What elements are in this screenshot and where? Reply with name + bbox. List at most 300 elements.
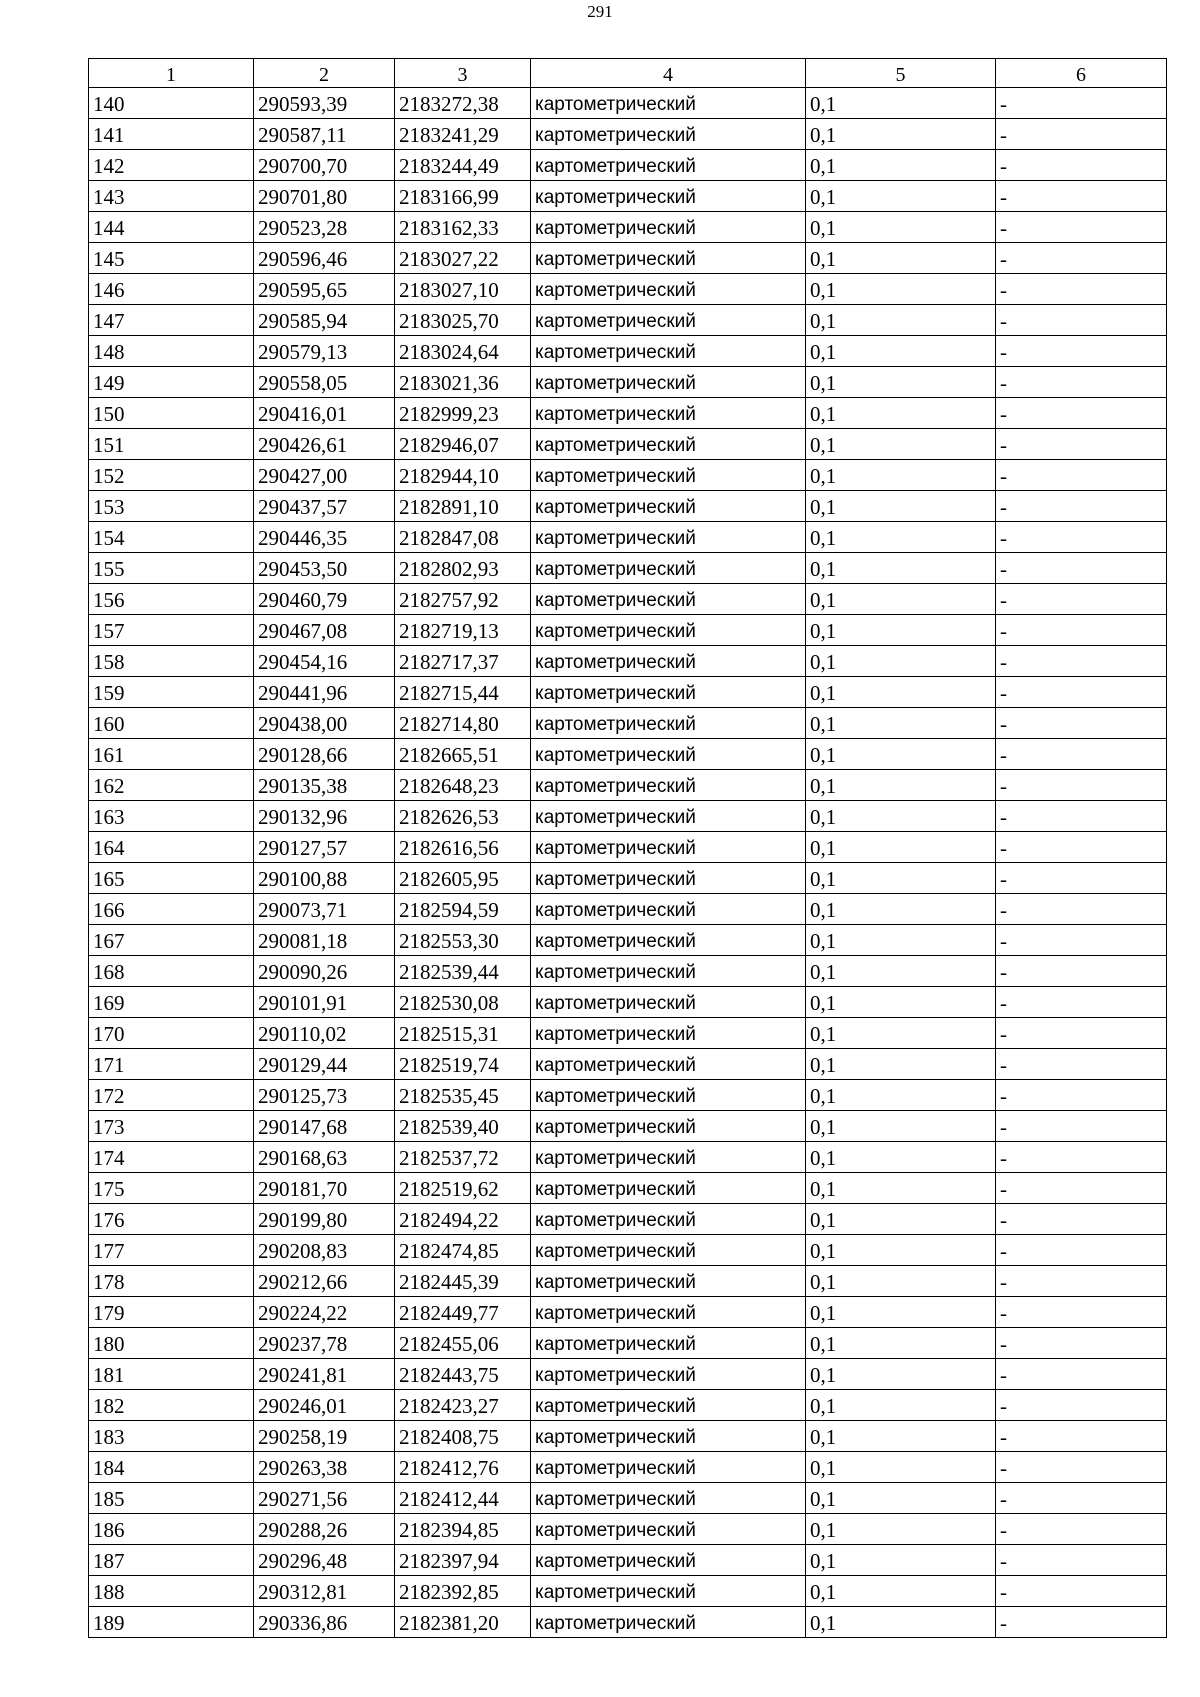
header-cell-1: 1 (89, 59, 254, 88)
note-cell: - (996, 88, 1167, 119)
method-cell: картометрический (531, 181, 806, 212)
table-row (89, 522, 1167, 553)
accuracy-cell: 0,1 (806, 88, 996, 119)
accuracy-cell: 0,1 (806, 119, 996, 150)
method-cell: картометрический (531, 553, 806, 584)
x-coordinate-cell: 290336,86 (254, 1607, 395, 1638)
method-cell: картометрический (531, 1576, 806, 1607)
x-coordinate-cell: 290587,11 (254, 119, 395, 150)
point-number-cell: 170 (89, 1018, 254, 1049)
accuracy-cell: 0,1 (806, 615, 996, 646)
point-number-cell: 169 (89, 987, 254, 1018)
method-cell: картометрический (531, 1142, 806, 1173)
y-coordinate-cell: 2182605,95 (395, 863, 531, 894)
x-coordinate-cell: 290263,38 (254, 1452, 395, 1483)
method-cell: картометрический (531, 88, 806, 119)
point-number-cell: 182 (89, 1390, 254, 1421)
accuracy-cell: 0,1 (806, 1607, 996, 1638)
x-coordinate-cell: 290288,26 (254, 1514, 395, 1545)
y-coordinate-cell: 2182539,44 (395, 956, 531, 987)
method-cell: картометрический (531, 1421, 806, 1452)
x-coordinate-cell: 290596,46 (254, 243, 395, 274)
method-cell: картометрический (531, 429, 806, 460)
x-coordinate-cell: 290081,18 (254, 925, 395, 956)
y-coordinate-cell: 2182455,06 (395, 1328, 531, 1359)
y-coordinate-cell: 2183024,64 (395, 336, 531, 367)
accuracy-cell: 0,1 (806, 522, 996, 553)
note-cell: - (996, 987, 1167, 1018)
table-row (89, 1173, 1167, 1204)
accuracy-cell: 0,1 (806, 1452, 996, 1483)
method-cell: картометрический (531, 1297, 806, 1328)
point-number-cell: 180 (89, 1328, 254, 1359)
y-coordinate-cell: 2182648,23 (395, 770, 531, 801)
table-row (89, 1576, 1167, 1607)
method-cell: картометрический (531, 1514, 806, 1545)
point-number-cell: 160 (89, 708, 254, 739)
accuracy-cell: 0,1 (806, 1173, 996, 1204)
y-coordinate-cell: 2182847,08 (395, 522, 531, 553)
table-header-row (89, 59, 1167, 88)
y-coordinate-cell: 2182412,44 (395, 1483, 531, 1514)
method-cell: картометрический (531, 460, 806, 491)
x-coordinate-cell: 290125,73 (254, 1080, 395, 1111)
method-cell: картометрический (531, 150, 806, 181)
table-row (89, 863, 1167, 894)
note-cell: - (996, 1204, 1167, 1235)
page-number: 291 (587, 2, 613, 21)
table-row (89, 429, 1167, 460)
method-cell: картометрический (531, 770, 806, 801)
x-coordinate-cell: 290700,70 (254, 150, 395, 181)
y-coordinate-cell: 2182397,94 (395, 1545, 531, 1576)
method-cell: картометрический (531, 584, 806, 615)
y-coordinate-cell: 2183162,33 (395, 212, 531, 243)
method-cell: картометрический (531, 1204, 806, 1235)
table-row (89, 1297, 1167, 1328)
y-coordinate-cell: 2183241,29 (395, 119, 531, 150)
table-row (89, 398, 1167, 429)
y-coordinate-cell: 2182946,07 (395, 429, 531, 460)
note-cell: - (996, 770, 1167, 801)
x-coordinate-cell: 290241,81 (254, 1359, 395, 1390)
table-row (89, 1235, 1167, 1266)
method-cell: картометрический (531, 398, 806, 429)
accuracy-cell: 0,1 (806, 1142, 996, 1173)
table-row (89, 243, 1167, 274)
note-cell: - (996, 1514, 1167, 1545)
x-coordinate-cell: 290128,66 (254, 739, 395, 770)
method-cell: картометрический (531, 987, 806, 1018)
x-coordinate-cell: 290110,02 (254, 1018, 395, 1049)
point-number-cell: 176 (89, 1204, 254, 1235)
method-cell: картометрический (531, 615, 806, 646)
note-cell: - (996, 1607, 1167, 1638)
method-cell: картометрический (531, 1452, 806, 1483)
accuracy-cell: 0,1 (806, 1049, 996, 1080)
accuracy-cell: 0,1 (806, 1328, 996, 1359)
note-cell: - (996, 1576, 1167, 1607)
y-coordinate-cell: 2182626,53 (395, 801, 531, 832)
point-number-cell: 147 (89, 305, 254, 336)
x-coordinate-cell: 290595,65 (254, 274, 395, 305)
note-cell: - (996, 460, 1167, 491)
x-coordinate-cell: 290212,66 (254, 1266, 395, 1297)
x-coordinate-cell: 290438,00 (254, 708, 395, 739)
x-coordinate-cell: 290593,39 (254, 88, 395, 119)
point-number-cell: 140 (89, 88, 254, 119)
x-coordinate-cell: 290426,61 (254, 429, 395, 460)
method-cell: картометрический (531, 1390, 806, 1421)
method-cell: картометрический (531, 708, 806, 739)
method-cell: картометрический (531, 677, 806, 708)
x-coordinate-cell: 290454,16 (254, 646, 395, 677)
table-row (89, 336, 1167, 367)
x-coordinate-cell: 290199,80 (254, 1204, 395, 1235)
method-cell: картометрический (531, 832, 806, 863)
x-coordinate-cell: 290558,05 (254, 367, 395, 398)
point-number-cell: 153 (89, 491, 254, 522)
y-coordinate-cell: 2182594,59 (395, 894, 531, 925)
accuracy-cell: 0,1 (806, 398, 996, 429)
point-number-cell: 186 (89, 1514, 254, 1545)
y-coordinate-cell: 2182553,30 (395, 925, 531, 956)
table-row (89, 1390, 1167, 1421)
table-row (89, 150, 1167, 181)
x-coordinate-cell: 290147,68 (254, 1111, 395, 1142)
table-row (89, 1266, 1167, 1297)
accuracy-cell: 0,1 (806, 491, 996, 522)
accuracy-cell: 0,1 (806, 1297, 996, 1328)
point-number-cell: 172 (89, 1080, 254, 1111)
table-row (89, 1359, 1167, 1390)
point-number-cell: 158 (89, 646, 254, 677)
x-coordinate-cell: 290129,44 (254, 1049, 395, 1080)
accuracy-cell: 0,1 (806, 243, 996, 274)
accuracy-cell: 0,1 (806, 460, 996, 491)
y-coordinate-cell: 2183027,22 (395, 243, 531, 274)
table-row (89, 1328, 1167, 1359)
note-cell: - (996, 1142, 1167, 1173)
method-cell: картометрический (531, 1483, 806, 1514)
point-number-cell: 163 (89, 801, 254, 832)
note-cell: - (996, 646, 1167, 677)
y-coordinate-cell: 2182394,85 (395, 1514, 531, 1545)
table-row (89, 801, 1167, 832)
method-cell: картометрический (531, 1049, 806, 1080)
x-coordinate-cell: 290427,00 (254, 460, 395, 491)
method-cell: картометрический (531, 491, 806, 522)
note-cell: - (996, 305, 1167, 336)
table-row (89, 1545, 1167, 1576)
x-coordinate-cell: 290271,56 (254, 1483, 395, 1514)
method-cell: картометрический (531, 1018, 806, 1049)
note-cell: - (996, 1049, 1167, 1080)
accuracy-cell: 0,1 (806, 770, 996, 801)
method-cell: картометрический (531, 894, 806, 925)
x-coordinate-cell: 290579,13 (254, 336, 395, 367)
point-number-cell: 183 (89, 1421, 254, 1452)
y-coordinate-cell: 2182715,44 (395, 677, 531, 708)
point-number-cell: 165 (89, 863, 254, 894)
point-number-cell: 181 (89, 1359, 254, 1390)
header-cell-3: 3 (395, 59, 531, 88)
point-number-cell: 148 (89, 336, 254, 367)
note-cell: - (996, 1390, 1167, 1421)
x-coordinate-cell: 290258,19 (254, 1421, 395, 1452)
table-row (89, 832, 1167, 863)
y-coordinate-cell: 2183027,10 (395, 274, 531, 305)
accuracy-cell: 0,1 (806, 1111, 996, 1142)
y-coordinate-cell: 2182530,08 (395, 987, 531, 1018)
table-row (89, 708, 1167, 739)
x-coordinate-cell: 290101,91 (254, 987, 395, 1018)
table-row (89, 1607, 1167, 1638)
point-number-cell: 177 (89, 1235, 254, 1266)
accuracy-cell: 0,1 (806, 1421, 996, 1452)
note-cell: - (996, 398, 1167, 429)
table-row (89, 1142, 1167, 1173)
x-coordinate-cell: 290416,01 (254, 398, 395, 429)
accuracy-cell: 0,1 (806, 677, 996, 708)
table-row (89, 739, 1167, 770)
note-cell: - (996, 1328, 1167, 1359)
point-number-cell: 155 (89, 553, 254, 584)
note-cell: - (996, 584, 1167, 615)
x-coordinate-cell: 290701,80 (254, 181, 395, 212)
x-coordinate-cell: 290296,48 (254, 1545, 395, 1576)
table-row (89, 274, 1167, 305)
accuracy-cell: 0,1 (806, 1514, 996, 1545)
x-coordinate-cell: 290460,79 (254, 584, 395, 615)
x-coordinate-cell: 290135,38 (254, 770, 395, 801)
x-coordinate-cell: 290237,78 (254, 1328, 395, 1359)
y-coordinate-cell: 2182443,75 (395, 1359, 531, 1390)
accuracy-cell: 0,1 (806, 1235, 996, 1266)
x-coordinate-cell: 290312,81 (254, 1576, 395, 1607)
method-cell: картометрический (531, 367, 806, 398)
note-cell: - (996, 1173, 1167, 1204)
note-cell: - (996, 119, 1167, 150)
point-number-cell: 188 (89, 1576, 254, 1607)
table-row (89, 491, 1167, 522)
y-coordinate-cell: 2182445,39 (395, 1266, 531, 1297)
x-coordinate-cell: 290585,94 (254, 305, 395, 336)
table-row (89, 1452, 1167, 1483)
accuracy-cell: 0,1 (806, 1359, 996, 1390)
note-cell: - (996, 367, 1167, 398)
table-row (89, 367, 1167, 398)
note-cell: - (996, 243, 1167, 274)
point-number-cell: 149 (89, 367, 254, 398)
header-cell-4: 4 (531, 59, 806, 88)
point-number-cell: 156 (89, 584, 254, 615)
x-coordinate-cell: 290168,63 (254, 1142, 395, 1173)
method-cell: картометрический (531, 1111, 806, 1142)
accuracy-cell: 0,1 (806, 708, 996, 739)
coordinates-table (88, 58, 1167, 1638)
note-cell: - (996, 1080, 1167, 1111)
table-row (89, 1514, 1167, 1545)
accuracy-cell: 0,1 (806, 305, 996, 336)
point-number-cell: 175 (89, 1173, 254, 1204)
accuracy-cell: 0,1 (806, 1483, 996, 1514)
method-cell: картометрический (531, 522, 806, 553)
method-cell: картометрический (531, 336, 806, 367)
method-cell: картометрический (531, 1173, 806, 1204)
table-row (89, 460, 1167, 491)
y-coordinate-cell: 2182719,13 (395, 615, 531, 646)
note-cell: - (996, 1545, 1167, 1576)
note-cell: - (996, 274, 1167, 305)
accuracy-cell: 0,1 (806, 1204, 996, 1235)
accuracy-cell: 0,1 (806, 987, 996, 1018)
method-cell: картометрический (531, 274, 806, 305)
accuracy-cell: 0,1 (806, 925, 996, 956)
x-coordinate-cell: 290246,01 (254, 1390, 395, 1421)
point-number-cell: 178 (89, 1266, 254, 1297)
x-coordinate-cell: 290224,22 (254, 1297, 395, 1328)
y-coordinate-cell: 2182665,51 (395, 739, 531, 770)
table-row (89, 119, 1167, 150)
table-row (89, 646, 1167, 677)
note-cell: - (996, 708, 1167, 739)
table-row (89, 956, 1167, 987)
method-cell: картометрический (531, 1235, 806, 1266)
y-coordinate-cell: 2183166,99 (395, 181, 531, 212)
method-cell: картометрический (531, 1607, 806, 1638)
header-cell-5: 5 (806, 59, 996, 88)
table-row (89, 615, 1167, 646)
y-coordinate-cell: 2182616,56 (395, 832, 531, 863)
note-cell: - (996, 1421, 1167, 1452)
accuracy-cell: 0,1 (806, 801, 996, 832)
table-row (89, 553, 1167, 584)
point-number-cell: 154 (89, 522, 254, 553)
note-cell: - (996, 739, 1167, 770)
note-cell: - (996, 1483, 1167, 1514)
accuracy-cell: 0,1 (806, 894, 996, 925)
y-coordinate-cell: 2182539,40 (395, 1111, 531, 1142)
x-coordinate-cell: 290090,26 (254, 956, 395, 987)
method-cell: картометрический (531, 739, 806, 770)
accuracy-cell: 0,1 (806, 274, 996, 305)
table-row (89, 1204, 1167, 1235)
accuracy-cell: 0,1 (806, 1576, 996, 1607)
point-number-cell: 167 (89, 925, 254, 956)
accuracy-cell: 0,1 (806, 1266, 996, 1297)
x-coordinate-cell: 290441,96 (254, 677, 395, 708)
note-cell: - (996, 894, 1167, 925)
accuracy-cell: 0,1 (806, 646, 996, 677)
point-number-cell: 142 (89, 150, 254, 181)
header-cell-6: 6 (996, 59, 1167, 88)
point-number-cell: 171 (89, 1049, 254, 1080)
accuracy-cell: 0,1 (806, 863, 996, 894)
accuracy-cell: 0,1 (806, 1080, 996, 1111)
accuracy-cell: 0,1 (806, 1390, 996, 1421)
accuracy-cell: 0,1 (806, 956, 996, 987)
point-number-cell: 146 (89, 274, 254, 305)
x-coordinate-cell: 290073,71 (254, 894, 395, 925)
y-coordinate-cell: 2182537,72 (395, 1142, 531, 1173)
y-coordinate-cell: 2182519,62 (395, 1173, 531, 1204)
point-number-cell: 166 (89, 894, 254, 925)
point-number-cell: 157 (89, 615, 254, 646)
note-cell: - (996, 429, 1167, 460)
method-cell: картометрический (531, 1266, 806, 1297)
note-cell: - (996, 553, 1167, 584)
note-cell: - (996, 491, 1167, 522)
point-number-cell: 174 (89, 1142, 254, 1173)
method-cell: картометрический (531, 305, 806, 336)
table-row (89, 1483, 1167, 1514)
point-number-cell: 161 (89, 739, 254, 770)
note-cell: - (996, 956, 1167, 987)
table-row (89, 1111, 1167, 1142)
point-number-cell: 184 (89, 1452, 254, 1483)
note-cell: - (996, 863, 1167, 894)
y-coordinate-cell: 2182757,92 (395, 584, 531, 615)
y-coordinate-cell: 2182515,31 (395, 1018, 531, 1049)
point-number-cell: 152 (89, 460, 254, 491)
table-row (89, 88, 1167, 119)
method-cell: картометрический (531, 212, 806, 243)
y-coordinate-cell: 2182999,23 (395, 398, 531, 429)
method-cell: картометрический (531, 801, 806, 832)
table-row (89, 212, 1167, 243)
x-coordinate-cell: 290132,96 (254, 801, 395, 832)
method-cell: картометрический (531, 1359, 806, 1390)
accuracy-cell: 0,1 (806, 367, 996, 398)
point-number-cell: 143 (89, 181, 254, 212)
y-coordinate-cell: 2182423,27 (395, 1390, 531, 1421)
x-coordinate-cell: 290100,88 (254, 863, 395, 894)
note-cell: - (996, 677, 1167, 708)
x-coordinate-cell: 290208,83 (254, 1235, 395, 1266)
note-cell: - (996, 1235, 1167, 1266)
x-coordinate-cell: 290523,28 (254, 212, 395, 243)
point-number-cell: 168 (89, 956, 254, 987)
y-coordinate-cell: 2182944,10 (395, 460, 531, 491)
note-cell: - (996, 1266, 1167, 1297)
note-cell: - (996, 150, 1167, 181)
y-coordinate-cell: 2182714,80 (395, 708, 531, 739)
point-number-cell: 187 (89, 1545, 254, 1576)
point-number-cell: 159 (89, 677, 254, 708)
x-coordinate-cell: 290181,70 (254, 1173, 395, 1204)
note-cell: - (996, 1297, 1167, 1328)
point-number-cell: 144 (89, 212, 254, 243)
x-coordinate-cell: 290437,57 (254, 491, 395, 522)
x-coordinate-cell: 290446,35 (254, 522, 395, 553)
method-cell: картометрический (531, 956, 806, 987)
note-cell: - (996, 336, 1167, 367)
note-cell: - (996, 615, 1167, 646)
accuracy-cell: 0,1 (806, 150, 996, 181)
note-cell: - (996, 212, 1167, 243)
accuracy-cell: 0,1 (806, 212, 996, 243)
x-coordinate-cell: 290127,57 (254, 832, 395, 863)
x-coordinate-cell: 290453,50 (254, 553, 395, 584)
accuracy-cell: 0,1 (806, 336, 996, 367)
table-row (89, 181, 1167, 212)
point-number-cell: 164 (89, 832, 254, 863)
y-coordinate-cell: 2182519,74 (395, 1049, 531, 1080)
method-cell: картометрический (531, 1328, 806, 1359)
note-cell: - (996, 181, 1167, 212)
point-number-cell: 179 (89, 1297, 254, 1328)
